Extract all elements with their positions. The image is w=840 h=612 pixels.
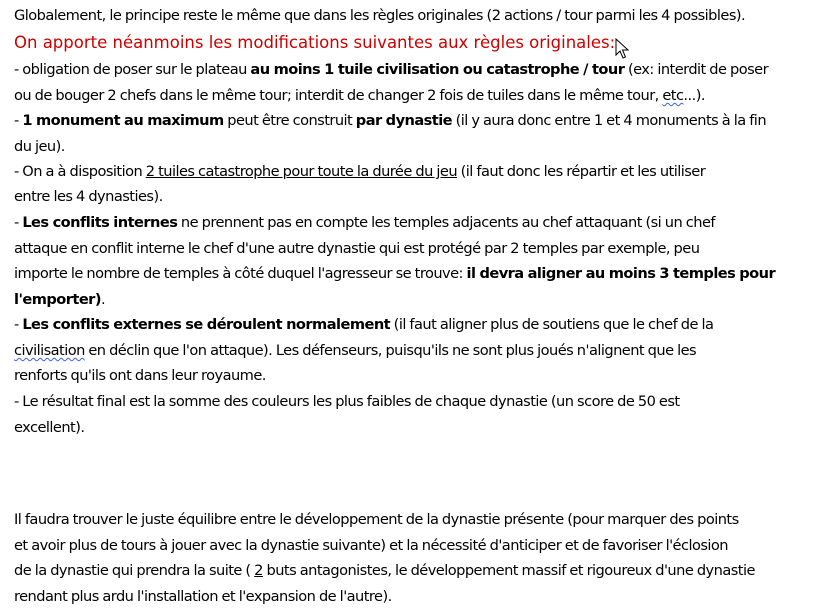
mouse-cursor-icon <box>615 38 629 60</box>
rule-2-line-1: - 1 monument au maximum peut être construit par dynastie (il y aura donc entre 1 et 4 monuments à la fin <box>14 112 767 129</box>
rule-5-line-3: renforts qu'ils ont dans leur royaume. <box>14 367 266 384</box>
spellcheck-civilisation[interactable]: civilisation <box>14 342 85 359</box>
rule-4-line-4: l'emporter). <box>14 291 106 308</box>
underlined-number: 2 <box>254 562 263 579</box>
rule-6-line-1: - Le résultat final est la somme des couleurs les plus faibles de chaque dynastie (un score de 50 est <box>14 393 680 410</box>
rule-6-line-2: excellent). <box>14 419 85 436</box>
spellcheck-etc[interactable]: etc <box>662 87 684 104</box>
intro-paragraph: Globalement, le principe reste le même que dans les règles originales (2 actions / tour parmi les 4 possibles). <box>14 7 746 24</box>
rule-1-line-1: - obligation de poser sur le plateau au moins 1 tuile civilisation ou catastrophe / tour (ex: interdit de poser <box>14 61 769 78</box>
rule-3-line-2: entre les 4 dynasties). <box>14 188 163 205</box>
underlined-catastrophe-text: 2 tuiles catastrophe pour toute la durée du jeu <box>145 163 458 180</box>
closing-line-1: Il faudra trouver le juste équilibre entre le développement de la dynastie présente (pour marquer des points <box>14 511 739 528</box>
rule-1-line-2: ou de bouger 2 chefs dans le même tour; interdit de changer 2 fois de tuiles dans le même tour, etc...). <box>14 87 705 104</box>
rule-2-line-2: du jeu). <box>14 138 65 155</box>
modifications-heading: On apporte néanmoins les modifications suivantes aux règles originales: <box>14 33 616 52</box>
closing-line-4: rendant plus ardu l'installation et l'expansion de l'autre). <box>14 588 392 605</box>
closing-line-3: de la dynastie qui prendra la suite ( 2 buts antagonistes, le développement massif et rigoureux d'une dynastie <box>14 562 755 579</box>
rule-4-line-1: - Les conflits internes ne prennent pas en compte les temples adjacents au chef attaquant (si un chef <box>14 214 715 231</box>
rule-5-line-1: - Les conflits externes se déroulent normalement (il faut aligner plus de soutiens que le chef de la <box>14 316 714 333</box>
rule-4-line-2: attaque en conflit interne le chef d'une autre dynastie qui est protégé par 2 temples par exemple, peu <box>14 240 700 257</box>
closing-line-2: et avoir plus de tours à jouer avec la dynastie suivante) et la nécessité d'anticiper et de favoriser l'éclosion <box>14 537 728 554</box>
rule-5-line-2: civilisation en déclin que l'on attaque). Les défenseurs, puisqu'ils ne sont plus joués n'alignent que les <box>14 342 697 359</box>
rule-3-line-1: - On a à disposition 2 tuiles catastrophe pour toute la durée du jeu (il faut donc les répartir et les utiliser <box>14 163 706 180</box>
rule-4-line-3: importe le nombre de temples à côté duquel l'agresseur se trouve: il devra aligner au moins 3 temples pour <box>14 265 776 282</box>
